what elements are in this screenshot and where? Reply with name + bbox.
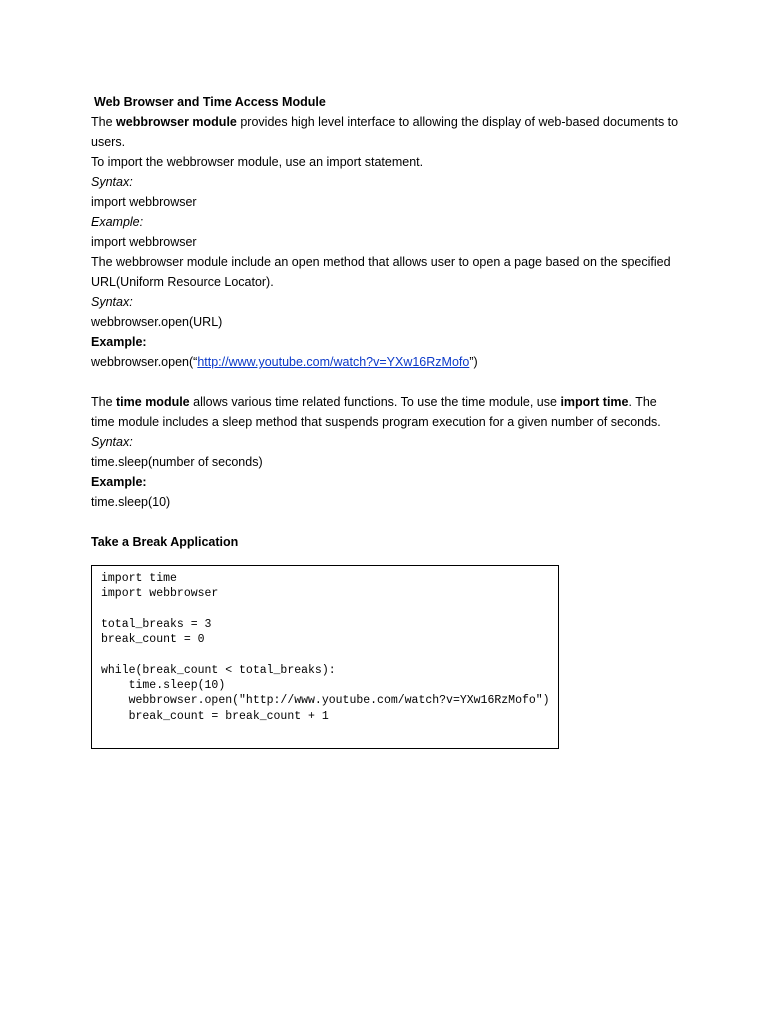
open-call-suffix: ”) (469, 355, 478, 369)
paragraph-gap (91, 512, 681, 532)
example-label: Example: (91, 215, 144, 229)
document-title: Web Browser and Time Access Module (94, 95, 326, 109)
open-call-prefix: webbrowser.open(“ (91, 355, 198, 369)
syntax-code: webbrowser.open(URL) (91, 315, 223, 329)
syntax-code: import webbrowser (91, 195, 197, 209)
example-label: Example: (91, 335, 147, 349)
syntax-label: Syntax: (91, 435, 133, 449)
code-line: import time (101, 572, 177, 585)
open-method-paragraph: The webbrowser module include an open method that allows user to open a page based on the specified URL(Uniform Resource Locator). (91, 255, 671, 289)
paragraph-gap (91, 372, 681, 392)
example-code: time.sleep(10) (91, 495, 171, 509)
time-part2: allows various time related functions. To use the time module, use (189, 395, 561, 409)
example-label: Example: (91, 475, 147, 489)
example-code (91, 352, 681, 372)
code-line: total_breaks = 3 (101, 617, 212, 631)
time-part1: The (91, 395, 117, 409)
syntax-code: time.sleep(number of seconds) (91, 455, 263, 469)
intro-prefix: The (91, 115, 117, 129)
youtube-link[interactable]: http://www.youtube.com/watch?v=YXw16RzMofo (197, 355, 470, 369)
document-body (91, 92, 681, 552)
code-line: while(break_count < total_breaks): (101, 663, 336, 677)
code-line: webbrowser.open("http://www.youtube.com/watch?v=YXw16RzMofo") (101, 694, 550, 708)
code-line (101, 602, 549, 617)
syntax-label: Syntax: (91, 175, 133, 189)
time-module-paragraph (91, 392, 681, 432)
webbrowser-intro-paragraph (91, 112, 681, 152)
section-heading: Take a Break Application (91, 535, 239, 549)
time-part3: . The time module includes a sleep method that suspends program execution for a given number of seconds. (91, 395, 661, 429)
import-instruction: To import the webbrowser module, use an import statement. (91, 155, 424, 169)
import-time-term: import time (560, 395, 629, 409)
code-line (101, 647, 549, 662)
code-line: time.sleep(10) (101, 679, 226, 693)
example-code: import webbrowser (91, 235, 197, 249)
code-line: break_count = break_count + 1 (101, 709, 329, 723)
syntax-label: Syntax: (91, 295, 133, 309)
code-line: break_count = 0 (101, 633, 205, 647)
intro-suffix: provides high level interface to allowing the display of web-based documents to users. (91, 115, 679, 149)
code-block (91, 565, 559, 749)
webbrowser-module-term: webbrowser module (116, 115, 237, 129)
code-line: import webbrowser (101, 587, 219, 601)
time-module-term: time module (116, 395, 190, 409)
